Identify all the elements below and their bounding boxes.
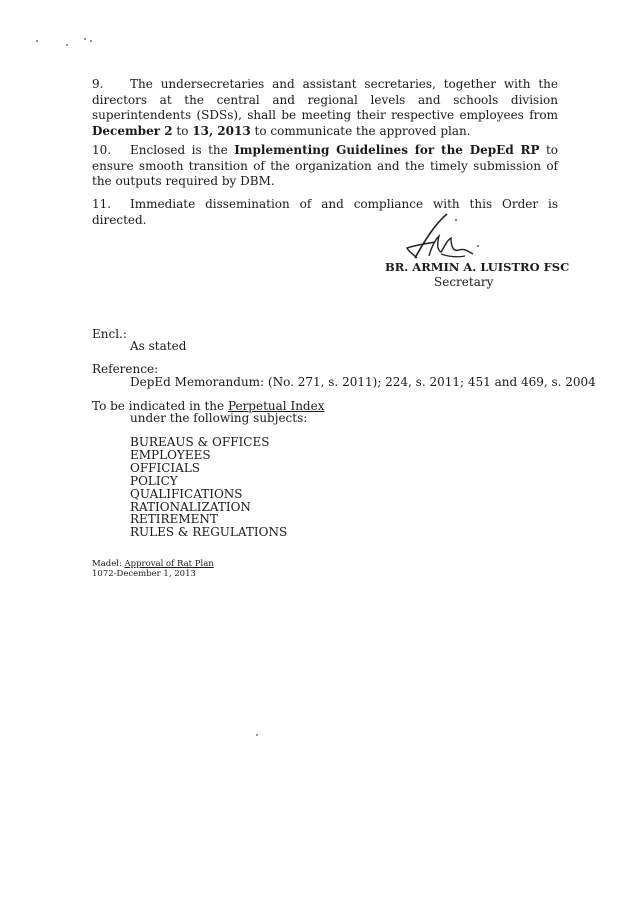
footer-prefix: Madel:	[92, 559, 125, 569]
paragraph-text-tail: to communicate the approved plan.	[250, 123, 471, 138]
enclosure-label: Encl.:	[92, 327, 127, 341]
perpetual-index-subline: under the following subjects:	[130, 411, 308, 425]
scan-speck	[84, 38, 86, 40]
footer-link: Approval of Rat Plan	[124, 559, 214, 569]
list-item: EMPLOYEES	[130, 447, 211, 462]
list-item: QUALIFICATIONS	[130, 486, 243, 501]
paragraph-text: The undersecretaries and assistant secretaries, together with the directors at the central and regional levels and schools division superintendents (SDSs), shall be meeting their respective employees from	[92, 77, 558, 122]
list-item: RATIONALIZATION	[130, 499, 251, 514]
paragraph-number: 11.	[92, 197, 112, 211]
scan-speck	[256, 734, 258, 736]
bold-date-start: December 2	[92, 123, 173, 138]
bold-date-end: 13, 2013	[192, 123, 251, 138]
handwritten-signature	[395, 210, 495, 266]
paragraph-text-mid: to	[172, 123, 193, 138]
scan-speck	[36, 40, 38, 42]
list-item: OFFICIALS	[130, 460, 201, 475]
footer-line-1	[92, 559, 214, 569]
signature-block	[350, 210, 570, 290]
reference-value: DepEd Memorandum: (No. 271, s. 2011); 224, s. 2011; 451 and 469, s. 2004	[130, 375, 596, 389]
scan-speck	[66, 44, 68, 46]
paragraph-9	[92, 77, 558, 139]
paragraph-10	[92, 143, 558, 190]
footer-line-2: 1072-December 1, 2013	[92, 569, 196, 579]
list-item: RULES & REGULATIONS	[130, 525, 288, 540]
list-item: BUREAUS & OFFICES	[130, 435, 270, 449]
list-item: POLICY	[130, 473, 178, 488]
paragraph-number: 10.	[92, 143, 112, 157]
reference-label: Reference:	[92, 362, 159, 376]
perpetual-index-prefix: To be indicated in the	[92, 399, 228, 413]
signatory-title: Secretary	[434, 275, 494, 289]
paragraph-text-tail: to ensure smooth transition of the organization and the timely submission of the outputs required by DBM.	[92, 143, 559, 188]
perpetual-index-link: Perpetual Index	[227, 399, 325, 413]
bold-guidelines-title: Implementing Guidelines for the DepEd RP	[234, 143, 540, 157]
scan-speck	[90, 40, 92, 42]
list-item: RETIREMENT	[130, 512, 218, 527]
subjects-list	[130, 436, 287, 539]
signatory-name: BR. ARMIN A. LUISTRO FSC	[385, 260, 570, 274]
paragraph-text: Enclosed is the	[130, 143, 235, 157]
enclosure-value: As stated	[130, 339, 187, 353]
paragraph-text: Immediate dissemination of and compliance with this Order is directed.	[92, 197, 558, 227]
paragraph-number: 9.	[92, 77, 104, 91]
